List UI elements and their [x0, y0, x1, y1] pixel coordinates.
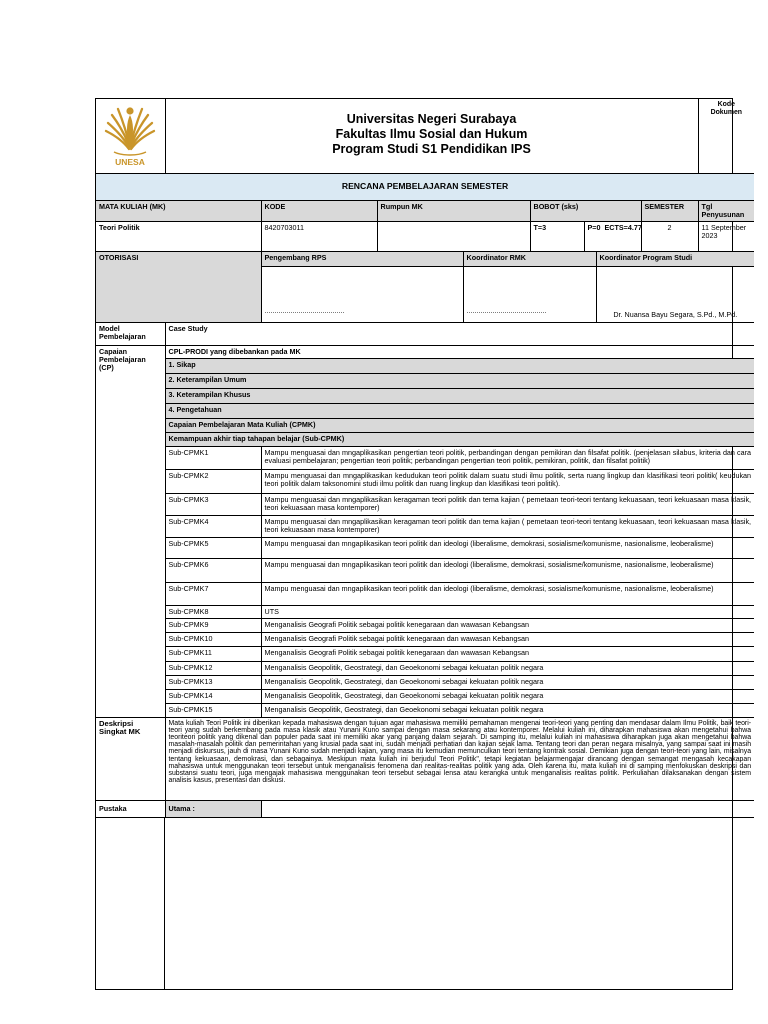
kode-header: KODE [261, 200, 377, 221]
doc-code-cell [698, 99, 754, 173]
table-row [96, 582, 754, 605]
cp-section-row [96, 373, 754, 388]
subcpmk-heading: Kemampuan akhir tiap tahapan belajar (Sub-CPMK) [165, 432, 754, 446]
pustaka-utama-label: Utama : [165, 800, 261, 817]
pustaka-utama-value [261, 800, 754, 817]
rps-title-row [96, 173, 754, 200]
table-row [96, 689, 754, 703]
sub-cpmk-desc: Menganalisis Geopolitik, Geostrategi, dan Geoekonomi sebagai kekuatan politik negara [261, 661, 754, 675]
table-row [96, 558, 754, 582]
rps-document [95, 98, 752, 990]
sub-cpmk-code: Sub-CPMK13 [165, 675, 261, 689]
deskripsi-label: Deskripsi Singkat MK [96, 717, 165, 800]
pengembang-label: Pengembang RPS [261, 251, 463, 266]
bobot-header: BOBOT (sks) [530, 200, 641, 221]
sub-cpmk-code: Sub-CPMK5 [165, 537, 261, 558]
course-header-row [96, 200, 754, 221]
bobot-p: P=0 [587, 222, 601, 232]
cp-section-row [96, 388, 754, 403]
sub-cpmk-code: Sub-CPMK11 [165, 646, 261, 661]
subcpmk-heading-row [96, 432, 754, 446]
semester-header: SEMESTER [641, 200, 698, 221]
pustaka-left-column [96, 818, 165, 989]
cp-section-sikap: 1. Sikap [165, 358, 754, 373]
cp-section-keterampilan-khusus: 3. Keterampilan Khusus [165, 388, 754, 403]
course-name: Teori Politik [96, 221, 261, 251]
bobot-t: T=3 [530, 221, 584, 251]
sub-cpmk-code: Sub-CPMK14 [165, 689, 261, 703]
tgl-header: Tgl Penyusunan [698, 200, 754, 221]
course-rumpun [377, 221, 530, 251]
sub-cpmk-desc: Mampu menguasai dan mngaplikasikan teori politik dan ideologi (liberalisme, demokrasi, sosialisme/komunisme, nasionalisme, leoberalisme) [261, 558, 754, 582]
bobot-p-ects [584, 221, 641, 251]
deskripsi-text: Mata kuliah Teori Politik ini diberikan kepada mahasiswa dengan tujuan agar mahasiswa memiliki pemahaman mengenai teori-teori yang penting dan mendasar dalam Ilmu Politik, baik teori-teori yang sudah berkembang pada masa klasik atau Yunani Kuno sampai dengan masa sekarang atau kontemporer. Melalui kuliah ini, diharapkan mahasiswa akan mengetahui bahwa teoriteori politik yang dikenal dan populer pada saat ini memiliki akar yang panjang dalam sejarah. Di samping itu, melalui kuliah ini mahasiswa diharapkan juga akan mengetahui bahwa masalah-masalah politik dan pemerintahan yang krusial pada saat ini, sudah menjadi perhatian dan kajian sejak lama. Tentang teori dan peran negara misalnya, yang sampai saat ini masih menjadi diskursus, jauh di masa Yunani Kuno sudah menjadi kajian, yang masa itu kemudian memunculkan teori tentang kontrak sosial. Demikian juga dengan teori-teori yang lain, misalnya tentang kekuasaan, demokrasi, dan sebagainya. Meskipun mata kuliah ini berjudul Teori Politik", tetapi kegiatan belajarmengajar dirancang dengan semangat mengasah kecakapan mahasiswa untuk menggunakan teori tersebut untuk menganalisis fenomena dan realitas-realitas politik yang ada. Oleh karena itu, mata kuliah ini di samping menfokuskan deskripsi dan substansi suatu teori, juga mengajak mahasiswa menggunakan teori tersebut sebagai lensa atau kerangka untuk menganalisis realitas politik. Perkuliahan dilaksanakan dengan sistem analisis kasus, presentasi dan diskusi. [165, 717, 754, 800]
program-name: Program Studi S1 Pendidikan IPS [332, 141, 531, 156]
pustaka-label: Pustaka [96, 800, 165, 817]
koordinator-rmk-sign: ........................................ [463, 266, 596, 322]
mk-header: MATA KULIAH (MK) [96, 200, 261, 221]
rumpun-header: Rumpun MK [377, 200, 530, 221]
sub-cpmk-desc: Mampu menguasai dan mngaplikasikan teori politik dan ideologi (liberalisme, demokrasi, sosialisme/komunisme, nasionalisme, leoberalisme) [261, 582, 754, 605]
sub-cpmk-desc: Mampu menguasai dan mngaplikasikan keragaman teori politik dan tema kajian ( pemetaan teori-teori tentang kekuasaan, teori kekuasaan masa klasik, teori kekuasaan masa kontemporer) [261, 493, 754, 515]
koordinator-prodi-name: Dr. Nuansa Bayu Segara, S.Pd., M.Pd. [596, 266, 754, 322]
sub-cpmk-desc: Menganalisis Geopolitik, Geostrategi, dan Geoekonomi sebagai kekuatan politik negara [261, 689, 754, 703]
table-row [96, 661, 754, 675]
koordinator-rmk-label: Koordinator RMK [463, 251, 596, 266]
cpl-prodi-heading: CPL-PRODI yang dibebankan pada MK [165, 345, 754, 358]
cpmk-heading-row [96, 418, 754, 432]
sub-cpmk-code: Sub-CPMK8 [165, 605, 261, 618]
unesa-logo [100, 101, 160, 169]
university-name: Universitas Negeri Surabaya [346, 112, 517, 126]
cp-section-pengetahuan: 4. Pengetahuan [165, 403, 754, 418]
sub-cpmk-code: Sub-CPMK1 [165, 446, 261, 469]
pustaka-body [96, 818, 732, 989]
sub-cpmk-code: Sub-CPMK10 [165, 632, 261, 646]
otorisasi-label: OTORISASI [96, 251, 261, 322]
faculty-name: Fakultas Ilmu Sosial dan Hukum [335, 126, 528, 141]
course-semester: 2 [641, 221, 698, 251]
sub-cpmk-code: Sub-CPMK15 [165, 703, 261, 717]
sub-cpmk-desc: Menganalisis Geografi Politik sebagai politik kenegaraan dan wawasan Kebangsan [261, 618, 754, 632]
rps-title: RENCANA PEMBELAJARAN SEMESTER [96, 173, 754, 200]
table-row [96, 515, 754, 537]
cp-label: Capaian Pembelajaran (CP) [96, 345, 165, 717]
cp-section-keterampilan-umum: 2. Keterampilan Umum [165, 373, 754, 388]
table-row [96, 632, 754, 646]
sub-cpmk-desc: Menganalisis Geografi Politik sebagai politik kenegaraan dan wawasan Kebangsan [261, 646, 754, 661]
table-row [96, 646, 754, 661]
model-row [96, 322, 754, 345]
model-value: Case Study [165, 322, 754, 345]
table-row [96, 537, 754, 558]
sub-cpmk-desc: Menganalisis Geopolitik, Geostrategi, dan Geoekonomi sebagai kekuatan politik negara [261, 675, 754, 689]
logo-cell [96, 99, 165, 173]
deskripsi-row [96, 717, 754, 800]
header-row [96, 99, 754, 173]
table-row [96, 493, 754, 515]
logo-text: UNESA [115, 157, 146, 167]
sub-cpmk-desc: Mampu menguasai dan mngaplikasikan teori politik dan ideologi (liberalisme, demokrasi, sosialisme/komunisme, nasionalisme, leoberalisme) [261, 537, 754, 558]
doc-code-label: Kode Dokumen [710, 101, 742, 116]
table-row [96, 446, 754, 469]
table-row [96, 618, 754, 632]
sub-cpmk-code: Sub-CPMK7 [165, 582, 261, 605]
rps-table [96, 99, 754, 818]
table-row [96, 469, 754, 493]
sub-cpmk-code: Sub-CPMK2 [165, 469, 261, 493]
course-row [96, 221, 754, 251]
sub-cpmk-desc: Mampu menguasai dan mngaplikasikan keragaman teori politik dan tema kajian ( pemetaan teori-teori tentang kekuasaan, teori kekuasaan masa klasik, teori kekuasaan masa kontemporer) [261, 515, 754, 537]
sub-cpmk-code: Sub-CPMK3 [165, 493, 261, 515]
model-label: Model Pembelajaran [96, 322, 165, 345]
sub-cpmk-code: Sub-CPMK6 [165, 558, 261, 582]
sub-cpmk-code: Sub-CPMK9 [165, 618, 261, 632]
title-block [165, 99, 698, 173]
table-row [96, 675, 754, 689]
cpmk-heading: Capaian Pembelajaran Mata Kuliah (CPMK) [165, 418, 754, 432]
cp-section-row [96, 403, 754, 418]
sub-cpmk-desc: UTS [261, 605, 754, 618]
sub-cpmk-desc: Mampu menguasai dan mngaplikasikan pengertian teori politik, perbandingan dengan pemikiran dan filsafat politik. (penjelasan silabus, kriteria dan cara evaluasi pembelajaran; pengertian teori politik; perbandingan pengertian teori politik, pemikiran, politik, dan filsafat politik) [261, 446, 754, 469]
bobot-ects: ECTS=4.77 [604, 222, 642, 232]
sub-cpmk-desc: Menganalisis Geografi Politik sebagai politik kenegaraan dan wawasan Kebangsan [261, 632, 754, 646]
otorisasi-header-row [96, 251, 754, 266]
sub-cpmk-code: Sub-CPMK4 [165, 515, 261, 537]
course-date: 11 September 2023 [698, 221, 754, 251]
table-row [96, 605, 754, 618]
sub-cpmk-desc: Menganalisis Geopolitik, Geostrategi, dan Geoekonomi sebagai kekuatan politik negara [261, 703, 754, 717]
sub-cpmk-desc: Mampu menguasai dan mngaplikasikan kedudukan teori politik dalam suatu studi ilmu politik, serta ruang lingkup dan klasifikasi teori politik( keudukan teori politik dalam taksonomini studi ilmu politik dan ruang lingkup dan klasifikasi teori politik). [261, 469, 754, 493]
pustaka-row [96, 800, 754, 817]
course-code: 8420703011 [261, 221, 377, 251]
pengembang-sign: ........................................ [261, 266, 463, 322]
sub-cpmk-code: Sub-CPMK12 [165, 661, 261, 675]
cpl-prodi-row [96, 345, 754, 358]
table-row [96, 703, 754, 717]
koordinator-prodi-label: Koordinator Program Studi [596, 251, 754, 266]
cp-section-row [96, 358, 754, 373]
